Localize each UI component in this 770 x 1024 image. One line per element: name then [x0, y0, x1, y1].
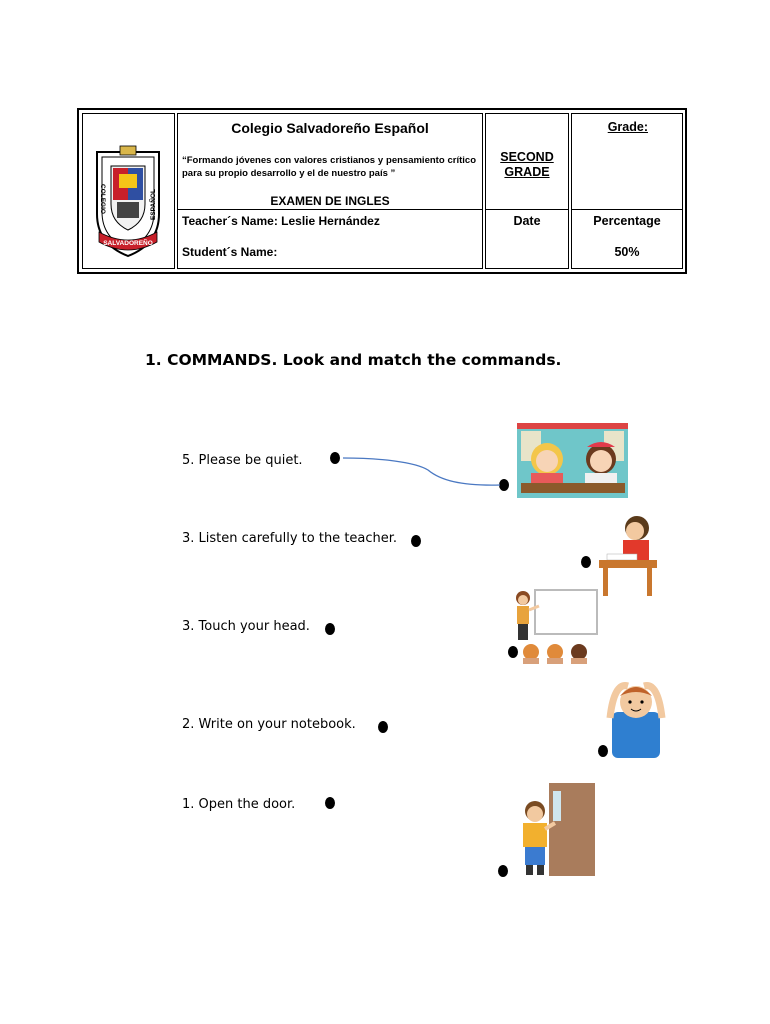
grade-level-line2: GRADE	[504, 165, 550, 179]
command-touch-head: 3. Touch your head.	[182, 619, 310, 634]
girls-classroom-picture	[517, 423, 628, 498]
command-please-be-quiet: 5. Please be quiet.	[182, 453, 303, 468]
boy-touching-head-picture	[604, 672, 668, 758]
boy-writing-picture	[597, 512, 658, 598]
logo-left-text: COLEGIO	[99, 184, 106, 214]
percentage-value: 50%	[614, 245, 640, 259]
command-write-notebook: 2. Write on your notebook.	[182, 717, 356, 732]
school-motto: “Formando jóvenes con valores cristianos y pensamiento crítico para su propio desarrollo y el de nuestro país ”	[182, 155, 476, 179]
teacher-whiteboard-picture	[509, 586, 599, 664]
date-label: Date	[513, 214, 541, 228]
teacher-name: Teacher´s Name: Leslie Hernández	[182, 214, 380, 228]
section-title: 1. COMMANDS. Look and match the commands.	[145, 351, 562, 369]
command-listen-carefully: 3. Listen carefully to the teacher.	[182, 531, 398, 546]
percentage-label: Percentage	[593, 214, 661, 228]
grade-level-line1: SECOND	[500, 150, 554, 164]
logo-banner-text: SALVADOREÑO	[103, 240, 153, 247]
school-name: Colegio Salvadoreño Español	[231, 120, 429, 136]
exam-title: EXAMEN DE INGLES	[270, 194, 390, 208]
command-open-door: 1. Open the door.	[182, 797, 296, 812]
logo-right-text: ESPAÑOL	[150, 189, 157, 220]
student-name-field[interactable]: Student´s Name:	[182, 245, 278, 259]
boy-door-picture	[515, 783, 595, 876]
grade-label: Grade:	[607, 120, 648, 134]
